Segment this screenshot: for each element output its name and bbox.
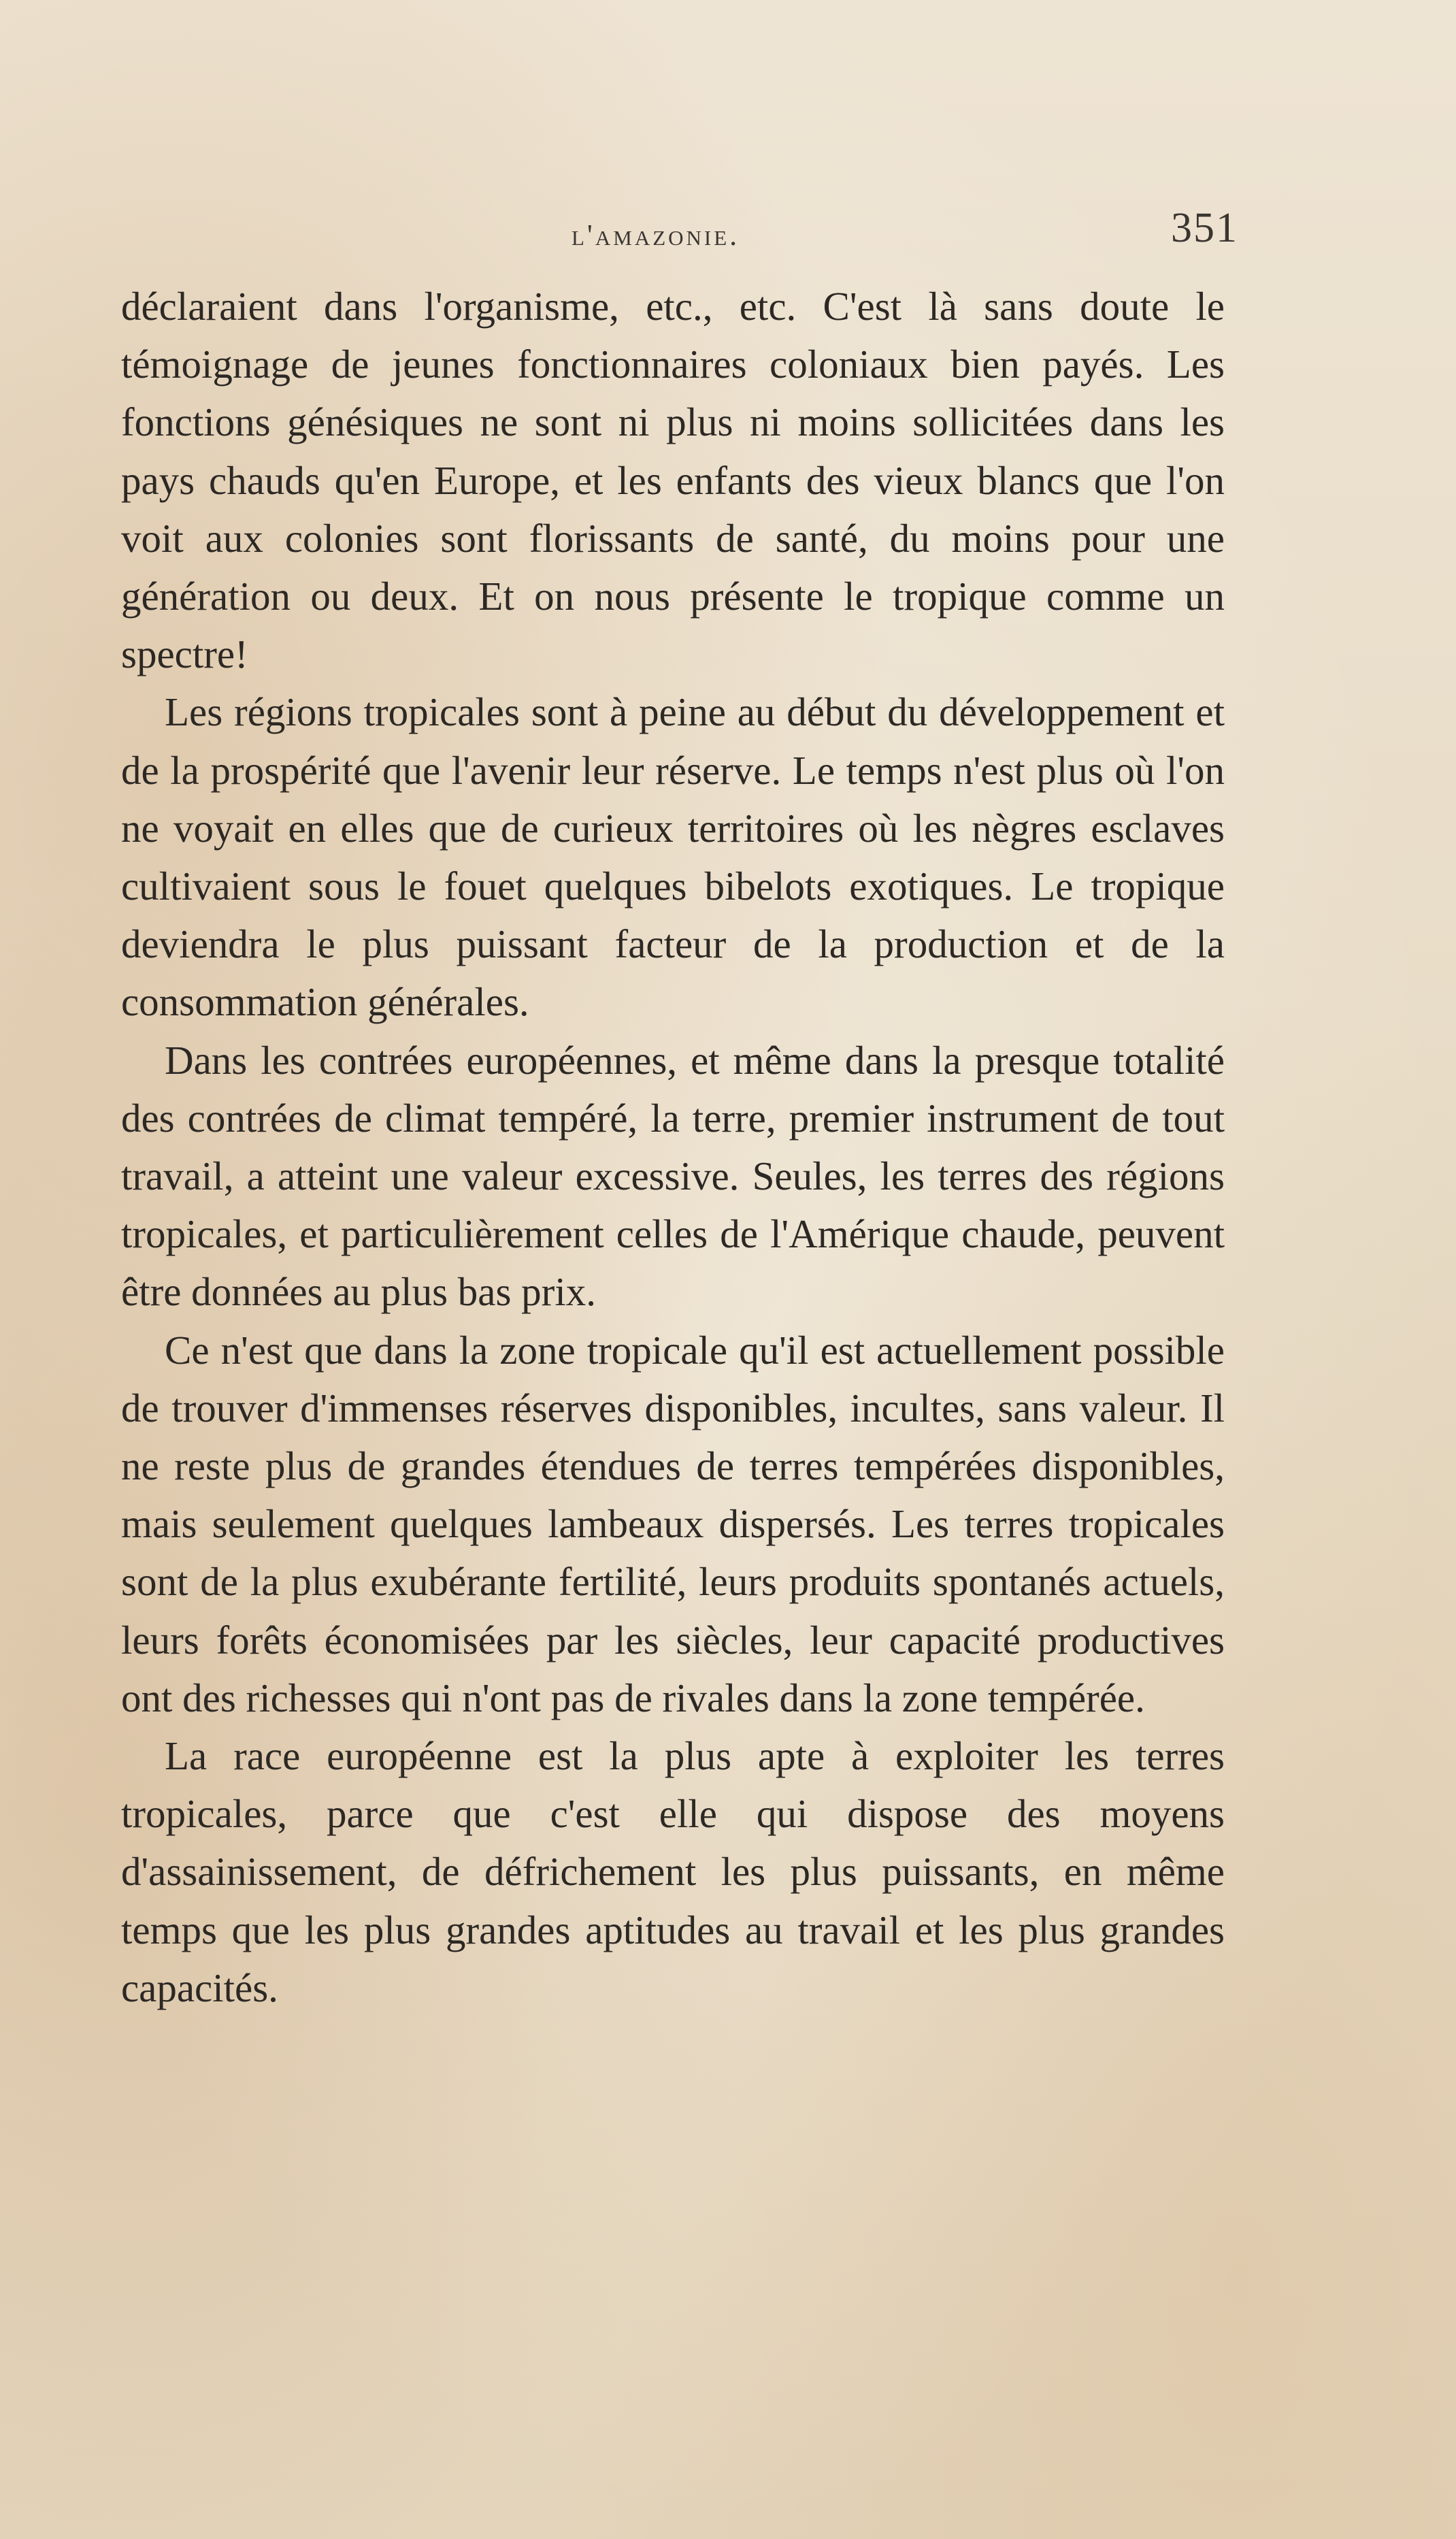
running-title: l'amazonie.: [572, 218, 740, 252]
page-number: 351: [1171, 205, 1238, 251]
paragraph-1: déclaraient dans l'organisme, etc., etc. C'est là sans doute le témoignage de jeunes fonctionnaires coloniaux bien payés. Les fonctions génésiques ne sont ni plus ni moins sollicitées dans les pays chauds qu'en Europe, et les enfants des vieux blancs que l'on voit aux colonies sont florissants de santé, du moins pour une génération ou deux. Et on nous présente le tropique comme un spectre!: [121, 284, 1225, 677]
body-text: [121, 278, 1225, 2017]
paragraph-5: La race européenne est la plus apte à exploiter les terres tropicales, parce que c'est elle qui dispose des moyens d'assainissement, de défrichement les plus puissants, en même temps que les plus grandes aptitudes au travail et les plus grandes capacités.: [121, 1733, 1225, 2010]
paragraph-4: Ce n'est que dans la zone tropicale qu'il est actuellement possible de trouver d'immenses réserves disponibles, incultes, sans valeur. Il ne reste plus de grandes étendues de terres tempérées disponibles, mais seulement quelques lambeaux dispersés. Les terres tropicales sont de la plus exubérante fertilité, leurs produits spontanés actuels, leurs forêts économisées par les siècles, leur capacité productives ont des richesses qui n'ont pas de rivales dans la zone tempérée.: [121, 1327, 1225, 1720]
running-head: [122, 204, 1238, 259]
paragraph-2: Les régions tropicales sont à peine au début du développement et de la prospérité que l'avenir leur réserve. Le temps n'est plus où l'on ne voyait en elles que de curieux territoires où les nègres esclaves cultivaient sous le fouet quelques bibelots exotiques. Le tropique deviendra le plus puissant facteur de la production et de la consommation générales.: [121, 689, 1225, 1025]
paragraph-3: Dans les contrées européennes, et même dans la presque totalité des contrées de climat tempéré, la terre, premier instrument de tout travail, a atteint une valeur excessive. Seules, les terres des régions tropicales, et particulièrement celles de l'Amérique chaude, peuvent être données au plus bas prix.: [121, 1037, 1225, 1315]
